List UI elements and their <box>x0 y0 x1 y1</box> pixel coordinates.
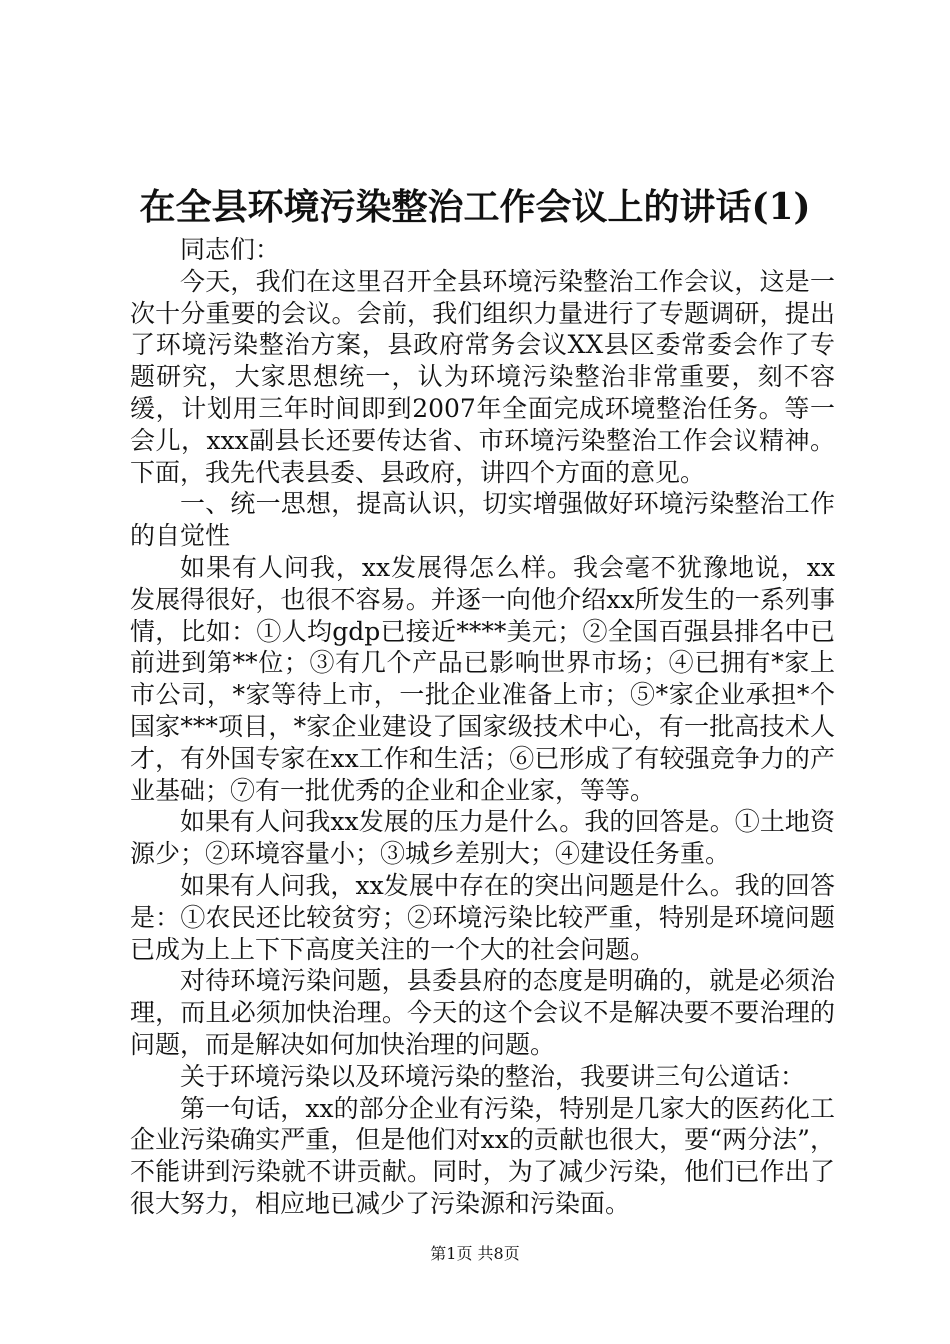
body-paragraph: 第一句话，xx的部分企业有污染，特别是几家大的医药化工企业污染确实严重，但是他们对xx的贡献也很大，要“两分法”，不能讲到污染就不讲贡献。同时，为了减少污染，他们已作出了很大努力，相应地已减少了污染源和污染面。 <box>130 1093 835 1218</box>
body-paragraph: 如果有人问我，xx发展得怎么样。我会毫不犹豫地说，xx发展得很好，也很不容易。并逐一向他介绍xx所发生的一系列事情，比如：①人均gdp已接近****美元；②全国百强县排名中已前进到第**位；③有几个产品已影响世界市场；④已拥有*家上市公司，*家等待上市，一批企业准备上市；⑤*家企业承担*个国家***项目，*家企业建设了国家级技术中心，有一批高技术人才，有外国专家在xx工作和生活；⑥已形成了有较强竞争力的产业基础；⑦有一批优秀的企业和企业家，等等。 <box>130 552 835 805</box>
document-body <box>130 234 835 1220</box>
body-paragraph: 如果有人问我xx发展的压力是什么。我的回答是。①土地资源少；②环境容量小；③城乡差别大；④建设任务重。 <box>130 807 835 869</box>
body-paragraph: 关于环境污染以及环境污染的整治，我要讲三句公道话： <box>180 1061 806 1091</box>
document-title: 在全县环境污染整治工作会议上的讲话(1) <box>139 186 811 228</box>
salutation: 同志们： <box>180 235 281 264</box>
body-paragraph: 如果有人问我，xx发展中存在的突出问题是什么。我的回答是：①农民还比较贫穷；②环境污染比较严重，特别是环境问题已成为上上下下高度关注的一个大的社会问题。 <box>130 870 835 964</box>
body-paragraph: 今天，我们在这里召开全县环境污染整治工作会议，这是一次十分重要的会议。会前，我们组织力量进行了专题调研，提出了环境污染整治方案，县政府常务会议XX县区委常委会作了专题研究，大家思想统一，认为环境污染整治非常重要，刻不容缓，计划用三年时间即到2007年全面完成环境整治任务。等一会儿，xxx副县长还要传达省、市环境污染整治工作会议精神。下面，我先代表县委、县政府，讲四个方面的意见。 <box>130 266 835 487</box>
section-heading: 一、统一思想，提高认识，切实增强做好环境污染整治工作的自觉性 <box>130 489 835 551</box>
page-number-footer: 第1页 共8页 <box>430 1244 520 1263</box>
body-paragraph: 对待环境污染问题，县委县府的态度是明确的，就是必须治理，而且必须加快治理。今天的这个会议不是解决要不要治理的问题，而是解决如何加快治理的问题。 <box>130 966 835 1059</box>
